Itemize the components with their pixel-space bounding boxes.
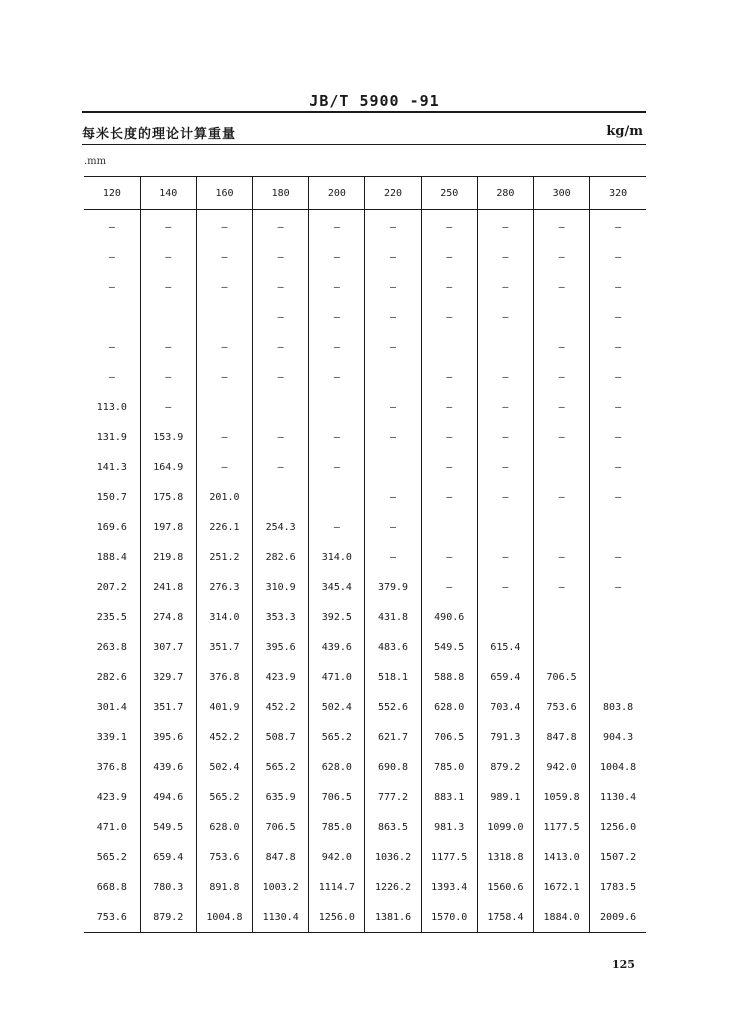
weight-table bbox=[84, 176, 646, 933]
table-cell: — bbox=[590, 242, 646, 272]
table-cell bbox=[477, 602, 533, 632]
table-cell: 1570.0 bbox=[421, 902, 477, 933]
table-cell: 891.8 bbox=[196, 872, 252, 902]
column-header: 320 bbox=[590, 177, 646, 210]
table-cell: — bbox=[477, 272, 533, 302]
table-cell: 339.1 bbox=[96, 731, 127, 743]
table-cell: — bbox=[253, 452, 309, 482]
table-cell: 1256.0 bbox=[309, 902, 365, 933]
column-header: 280 bbox=[477, 177, 533, 210]
table-cell: — bbox=[309, 452, 365, 482]
table-cell: 628.0 bbox=[196, 812, 252, 842]
table-cell: — bbox=[477, 362, 533, 392]
table-cell: — bbox=[590, 542, 646, 572]
table-cell: 345.4 bbox=[309, 572, 365, 602]
table-cell: — bbox=[253, 302, 309, 332]
table-cell: 301.4 bbox=[96, 701, 127, 713]
table-cell: 276.3 bbox=[196, 572, 252, 602]
table-cell: — bbox=[590, 452, 646, 482]
table-cell: 1393.4 bbox=[421, 872, 477, 902]
table-cell: 863.5 bbox=[365, 812, 421, 842]
table-cell: — bbox=[421, 572, 477, 602]
table-cell: — bbox=[108, 221, 115, 233]
table-row bbox=[84, 362, 646, 392]
table-cell: — bbox=[421, 302, 477, 332]
table-cell: 753.6 bbox=[84, 902, 140, 933]
page-number: 125 bbox=[612, 958, 635, 971]
column-header: 120 bbox=[84, 177, 140, 210]
table-cell: — bbox=[534, 542, 590, 572]
table-cell: 1318.8 bbox=[477, 842, 533, 872]
weight-table-body bbox=[84, 210, 646, 933]
table-cell: 392.5 bbox=[309, 602, 365, 632]
table-cell: — bbox=[309, 272, 365, 302]
table-cell: 2009.6 bbox=[590, 902, 646, 933]
table-cell: 395.6 bbox=[140, 722, 196, 752]
table-cell: — bbox=[108, 281, 115, 293]
table-cell: 1099.0 bbox=[477, 812, 533, 842]
table-cell: 439.6 bbox=[309, 632, 365, 662]
column-header: 250 bbox=[421, 177, 477, 210]
table-cell: 329.7 bbox=[140, 662, 196, 692]
column-header-row bbox=[84, 177, 646, 210]
table-cell: — bbox=[140, 242, 196, 272]
table-cell: 1036.2 bbox=[365, 842, 421, 872]
table-cell: — bbox=[477, 542, 533, 572]
table-cell: 1004.8 bbox=[196, 902, 252, 933]
table-cell: 981.3 bbox=[421, 812, 477, 842]
table-row bbox=[84, 722, 646, 752]
table-cell: 565.2 bbox=[309, 722, 365, 752]
column-header: 220 bbox=[365, 177, 421, 210]
column-header: 300 bbox=[534, 177, 590, 210]
table-row bbox=[84, 752, 646, 782]
table-row bbox=[84, 602, 646, 632]
table-cell: — bbox=[365, 512, 421, 542]
table-cell: 1672.1 bbox=[534, 872, 590, 902]
table-cell: 282.6 bbox=[96, 671, 127, 683]
table-cell: 659.4 bbox=[477, 662, 533, 692]
table-cell: — bbox=[477, 242, 533, 272]
table-cell: 201.0 bbox=[196, 482, 252, 512]
caption-rule bbox=[82, 144, 646, 145]
table-row bbox=[84, 242, 646, 272]
table-cell: 314.0 bbox=[309, 542, 365, 572]
table-row bbox=[84, 512, 646, 542]
table-cell: 565.2 bbox=[196, 782, 252, 812]
table-cell bbox=[590, 632, 646, 662]
table-cell: — bbox=[196, 210, 252, 243]
table-cell: 989.1 bbox=[477, 782, 533, 812]
table-cell: 777.2 bbox=[365, 782, 421, 812]
table-cell: — bbox=[140, 332, 196, 362]
table-cell: 659.4 bbox=[140, 842, 196, 872]
table-cell: 423.9 bbox=[96, 791, 127, 803]
table-cell: 351.7 bbox=[196, 632, 252, 662]
table-row bbox=[84, 872, 646, 902]
table-cell: 282.6 bbox=[253, 542, 309, 572]
table-cell: — bbox=[365, 482, 421, 512]
table-cell: 1177.5 bbox=[421, 842, 477, 872]
table-cell: 1003.2 bbox=[253, 872, 309, 902]
document-code: JB/T 5900 -91 bbox=[309, 92, 440, 110]
table-cell bbox=[309, 392, 365, 422]
table-cell bbox=[196, 392, 252, 422]
table-cell: 423.9 bbox=[253, 662, 309, 692]
table-cell: — bbox=[590, 572, 646, 602]
table-cell: — bbox=[108, 341, 115, 353]
table-cell: 207.2 bbox=[96, 581, 127, 593]
table-cell: 1226.2 bbox=[365, 872, 421, 902]
table-cell: — bbox=[534, 392, 590, 422]
table-row bbox=[84, 332, 646, 362]
table-row bbox=[84, 632, 646, 662]
table-cell: 131.9 bbox=[96, 431, 127, 443]
table-cell: — bbox=[477, 572, 533, 602]
table-cell: 780.3 bbox=[140, 872, 196, 902]
table-cell bbox=[534, 302, 590, 332]
table-cell: — bbox=[196, 332, 252, 362]
table-cell: 552.6 bbox=[365, 692, 421, 722]
table-cell: 1130.4 bbox=[253, 902, 309, 933]
table-cell: — bbox=[590, 392, 646, 422]
table-cell: 353.3 bbox=[253, 602, 309, 632]
table-cell: — bbox=[196, 242, 252, 272]
table-cell: 1783.5 bbox=[590, 872, 646, 902]
table-cell: 471.0 bbox=[96, 821, 127, 833]
table-cell: 706.5 bbox=[309, 782, 365, 812]
table-cell: 879.2 bbox=[477, 752, 533, 782]
table-cell: 197.8 bbox=[140, 512, 196, 542]
table-cell: 452.2 bbox=[196, 722, 252, 752]
table-cell: — bbox=[590, 482, 646, 512]
table-cell: — bbox=[309, 362, 365, 392]
table-cell: 175.8 bbox=[140, 482, 196, 512]
table-cell bbox=[309, 482, 365, 512]
table-cell: 1884.0 bbox=[534, 902, 590, 933]
table-cell: — bbox=[534, 362, 590, 392]
table-cell: 785.0 bbox=[421, 752, 477, 782]
table-cell: 621.7 bbox=[365, 722, 421, 752]
table-cell: — bbox=[534, 242, 590, 272]
table-cell: 502.4 bbox=[196, 752, 252, 782]
table-row bbox=[84, 210, 646, 243]
table-cell: 565.2 bbox=[96, 851, 127, 863]
table-cell: 241.8 bbox=[140, 572, 196, 602]
table-cell: 628.0 bbox=[309, 752, 365, 782]
table-cell bbox=[590, 512, 646, 542]
table-cell: — bbox=[253, 422, 309, 452]
table-cell: 113.0 bbox=[96, 401, 127, 413]
table-cell: — bbox=[421, 452, 477, 482]
table-cell: 431.8 bbox=[365, 602, 421, 632]
table-cell: 471.0 bbox=[309, 662, 365, 692]
table-cell: — bbox=[253, 242, 309, 272]
table-cell: — bbox=[309, 302, 365, 332]
table-cell: 314.0 bbox=[196, 602, 252, 632]
table-cell: 706.5 bbox=[534, 662, 590, 692]
table-cell: — bbox=[365, 302, 421, 332]
table-cell: — bbox=[140, 210, 196, 243]
table-cell: 153.9 bbox=[140, 422, 196, 452]
table-cell bbox=[140, 302, 196, 332]
table-cell: 753.6 bbox=[196, 842, 252, 872]
table-cell: — bbox=[140, 362, 196, 392]
table-cell: — bbox=[140, 272, 196, 302]
column-header: 200 bbox=[309, 177, 365, 210]
table-cell: 628.0 bbox=[421, 692, 477, 722]
column-header: 140 bbox=[140, 177, 196, 210]
table-cell: 706.5 bbox=[421, 722, 477, 752]
table-cell: — bbox=[534, 210, 590, 243]
table-cell: 490.6 bbox=[421, 602, 477, 632]
table-cell: — bbox=[421, 272, 477, 302]
table-cell: — bbox=[140, 392, 196, 422]
table-cell: — bbox=[365, 242, 421, 272]
table-cell: 307.7 bbox=[140, 632, 196, 662]
table-cell: 791.3 bbox=[477, 722, 533, 752]
table-cell: 494.6 bbox=[140, 782, 196, 812]
table-cell bbox=[421, 332, 477, 362]
table-cell: 254.3 bbox=[253, 512, 309, 542]
table-cell bbox=[534, 452, 590, 482]
table-cell bbox=[365, 452, 421, 482]
table-cell: 1177.5 bbox=[534, 812, 590, 842]
table-cell: 635.9 bbox=[253, 782, 309, 812]
table-cell: — bbox=[365, 332, 421, 362]
table-cell: — bbox=[253, 332, 309, 362]
dimension-unit-label: .mm bbox=[84, 156, 107, 167]
table-cell: 235.5 bbox=[96, 611, 127, 623]
table-cell: — bbox=[590, 210, 646, 243]
table-cell: — bbox=[590, 302, 646, 332]
table-cell bbox=[590, 602, 646, 632]
column-header: 180 bbox=[253, 177, 309, 210]
table-cell: — bbox=[309, 210, 365, 243]
table-cell: — bbox=[196, 452, 252, 482]
table-row bbox=[84, 842, 646, 872]
table-cell: — bbox=[365, 422, 421, 452]
table-row bbox=[84, 812, 646, 842]
table-cell: — bbox=[365, 542, 421, 572]
table-cell bbox=[590, 662, 646, 692]
table-cell: — bbox=[421, 482, 477, 512]
table-cell: 351.7 bbox=[140, 692, 196, 722]
table-cell: 1004.8 bbox=[590, 752, 646, 782]
table-cell: — bbox=[108, 251, 115, 263]
table-cell: 883.1 bbox=[421, 782, 477, 812]
weight-table-head bbox=[84, 177, 646, 210]
table-cell: 803.8 bbox=[590, 692, 646, 722]
table-cell: — bbox=[590, 362, 646, 392]
table-cell: 753.6 bbox=[534, 692, 590, 722]
table-cell bbox=[253, 392, 309, 422]
table-cell: — bbox=[108, 371, 115, 383]
table-cell: — bbox=[309, 422, 365, 452]
table-cell: — bbox=[421, 422, 477, 452]
table-cell bbox=[534, 632, 590, 662]
table-cell bbox=[534, 602, 590, 632]
table-row bbox=[84, 902, 646, 933]
table-cell: — bbox=[196, 362, 252, 392]
table-cell: 452.2 bbox=[253, 692, 309, 722]
table-cell: 1507.2 bbox=[590, 842, 646, 872]
table-cell: 549.5 bbox=[140, 812, 196, 842]
table-cell: 1114.7 bbox=[309, 872, 365, 902]
table-cell: — bbox=[253, 272, 309, 302]
table-cell: — bbox=[309, 512, 365, 542]
table-row bbox=[84, 392, 646, 422]
table-cell: 1758.4 bbox=[477, 902, 533, 933]
table-cell: 565.2 bbox=[253, 752, 309, 782]
table-cell: 1130.4 bbox=[590, 782, 646, 812]
table-cell: 588.8 bbox=[421, 662, 477, 692]
table-cell: — bbox=[534, 332, 590, 362]
table-cell: 188.4 bbox=[96, 551, 127, 563]
table-cell: — bbox=[590, 272, 646, 302]
table-cell: 502.4 bbox=[309, 692, 365, 722]
table-cell: 690.8 bbox=[365, 752, 421, 782]
table-cell: — bbox=[309, 242, 365, 272]
table-row bbox=[84, 452, 646, 482]
table-cell: — bbox=[477, 210, 533, 243]
table-row bbox=[84, 422, 646, 452]
table-cell: 401.9 bbox=[196, 692, 252, 722]
table-cell: 706.5 bbox=[253, 812, 309, 842]
table-cell bbox=[196, 302, 252, 332]
table-cell: — bbox=[590, 422, 646, 452]
table-unit: kg/m bbox=[606, 124, 643, 139]
table-cell: 169.6 bbox=[96, 521, 127, 533]
table-cell: — bbox=[421, 242, 477, 272]
table-cell: 483.6 bbox=[365, 632, 421, 662]
table-cell bbox=[365, 362, 421, 392]
table-row bbox=[84, 272, 646, 302]
table-cell: — bbox=[253, 210, 309, 243]
table-cell bbox=[477, 512, 533, 542]
table-cell: — bbox=[421, 392, 477, 422]
table-cell bbox=[534, 512, 590, 542]
table-row bbox=[84, 302, 646, 332]
table-caption: 每米长度的理论计算重量 bbox=[82, 127, 237, 142]
table-cell: — bbox=[477, 452, 533, 482]
table-cell: — bbox=[590, 332, 646, 362]
table-cell: 310.9 bbox=[253, 572, 309, 602]
table-cell: — bbox=[477, 422, 533, 452]
table-cell: 226.1 bbox=[196, 512, 252, 542]
table-cell: 1560.6 bbox=[477, 872, 533, 902]
table-cell: — bbox=[365, 210, 421, 243]
table-cell: 150.7 bbox=[96, 491, 127, 503]
table-cell: — bbox=[421, 542, 477, 572]
table-cell: — bbox=[421, 362, 477, 392]
table-cell: — bbox=[534, 572, 590, 602]
table-cell: 251.2 bbox=[196, 542, 252, 572]
table-cell: 847.8 bbox=[534, 722, 590, 752]
table-cell: 395.6 bbox=[253, 632, 309, 662]
table-cell: 164.9 bbox=[140, 452, 196, 482]
table-cell: 1413.0 bbox=[534, 842, 590, 872]
table-cell: 879.2 bbox=[140, 902, 196, 933]
table-cell: 904.3 bbox=[590, 722, 646, 752]
table-cell: — bbox=[196, 272, 252, 302]
table-cell: 376.8 bbox=[196, 662, 252, 692]
table-cell: 1381.6 bbox=[365, 902, 421, 933]
column-header: 160 bbox=[196, 177, 252, 210]
table-cell: 942.0 bbox=[309, 842, 365, 872]
table-cell: 141.3 bbox=[96, 461, 127, 473]
table-row bbox=[84, 782, 646, 812]
table-cell: 518.1 bbox=[365, 662, 421, 692]
table-row bbox=[84, 692, 646, 722]
table-cell: 219.8 bbox=[140, 542, 196, 572]
table-cell bbox=[477, 332, 533, 362]
table-cell: — bbox=[534, 482, 590, 512]
table-cell: 1256.0 bbox=[590, 812, 646, 842]
table-cell: 668.8 bbox=[96, 881, 127, 893]
table-cell: — bbox=[196, 422, 252, 452]
table-cell: — bbox=[365, 392, 421, 422]
table-cell: 439.6 bbox=[140, 752, 196, 782]
table-cell: 549.5 bbox=[421, 632, 477, 662]
table-cell bbox=[84, 302, 140, 332]
table-cell: — bbox=[421, 210, 477, 243]
header-rule bbox=[82, 111, 646, 113]
table-cell bbox=[253, 482, 309, 512]
table-row bbox=[84, 482, 646, 512]
table-cell: 376.8 bbox=[96, 761, 127, 773]
table-cell: 274.8 bbox=[140, 602, 196, 632]
table-cell: 703.4 bbox=[477, 692, 533, 722]
table-cell: — bbox=[253, 362, 309, 392]
table-row bbox=[84, 662, 646, 692]
table-cell: 615.4 bbox=[477, 632, 533, 662]
table-cell: 1059.8 bbox=[534, 782, 590, 812]
table-cell: 942.0 bbox=[534, 752, 590, 782]
table-cell: — bbox=[477, 302, 533, 332]
table-cell: 785.0 bbox=[309, 812, 365, 842]
table-cell: — bbox=[534, 272, 590, 302]
table-cell: — bbox=[534, 422, 590, 452]
table-cell: 508.7 bbox=[253, 722, 309, 752]
table-cell: — bbox=[477, 392, 533, 422]
table-cell: 379.9 bbox=[365, 572, 421, 602]
table-row bbox=[84, 572, 646, 602]
table-cell: — bbox=[477, 482, 533, 512]
table-cell: 847.8 bbox=[253, 842, 309, 872]
table-row bbox=[84, 542, 646, 572]
table-cell: — bbox=[309, 332, 365, 362]
table-cell: 263.8 bbox=[96, 641, 127, 653]
table-cell bbox=[421, 512, 477, 542]
table-cell: — bbox=[365, 272, 421, 302]
